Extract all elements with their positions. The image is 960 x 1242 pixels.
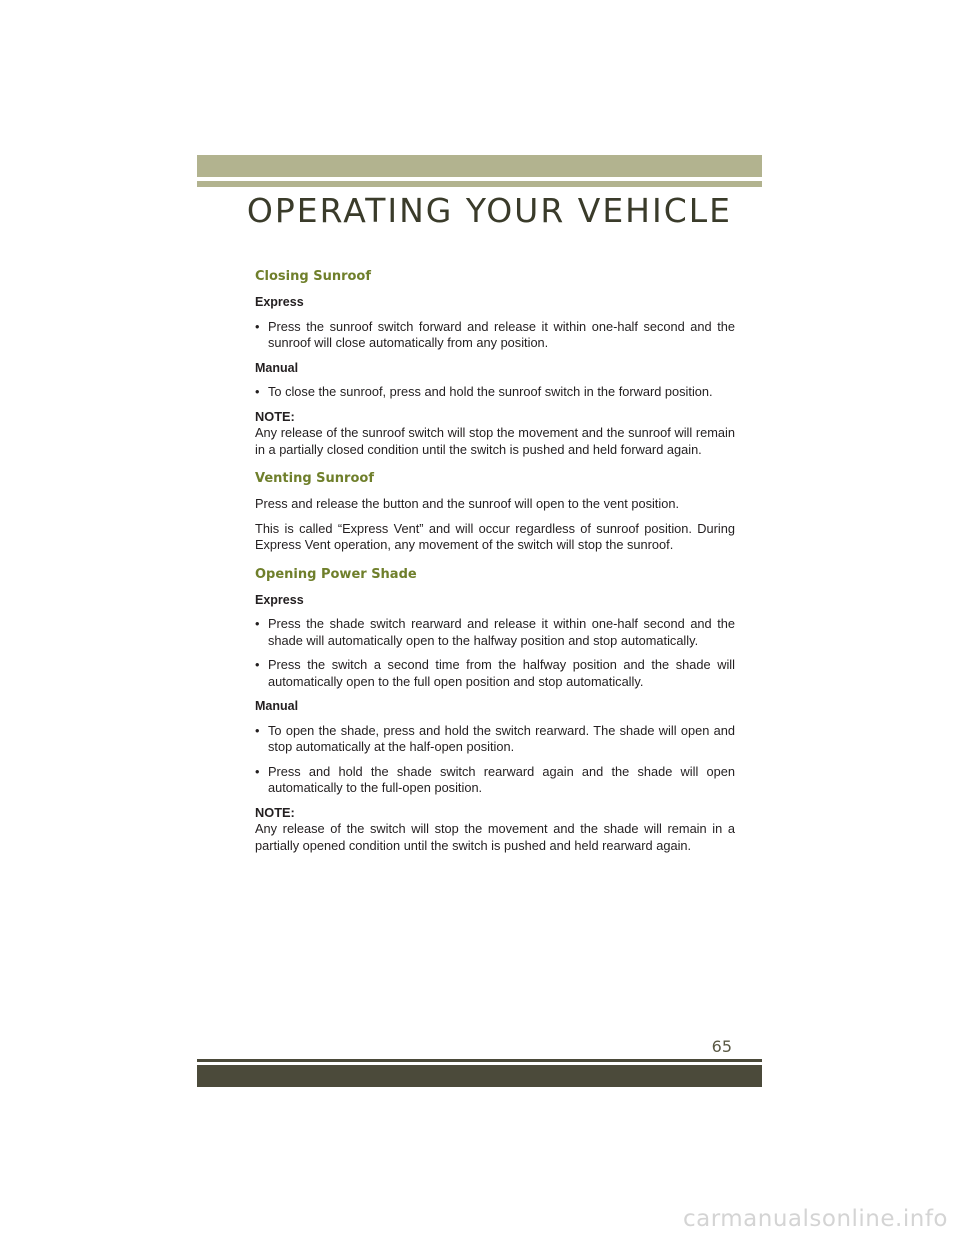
opening-power-shade-section [255, 566, 735, 855]
bullet-icon: • [255, 657, 260, 672]
page-number: 65 [711, 1037, 732, 1056]
list-item [255, 723, 735, 756]
list-item [255, 319, 735, 352]
list-item-text: To close the sunroof, press and hold the sunroof switch in the forward position. [268, 384, 713, 399]
opening-power-shade-heading: Opening Power Shade [255, 566, 417, 582]
list-item [255, 384, 735, 401]
closing-sunroof-section [255, 268, 735, 458]
closing-express-list [255, 319, 735, 352]
list-item-text: Press the shade switch rearward and release it within one-half second and the shade will automatically open to the halfway position and stop automatically. [268, 616, 735, 648]
closing-manual-list [255, 384, 735, 401]
list-item-text: Press and hold the shade switch rearward again and the shade will open automatically to the full-open position. [268, 763, 735, 795]
shade-manual-list [255, 723, 735, 797]
shade-note-text: Any release of the switch will stop the movement and the shade will remain in a partially opened condition until the switch is pushed and held rearward again. [255, 821, 735, 853]
closing-note-label: NOTE: [255, 408, 295, 424]
bullet-icon: • [255, 318, 260, 334]
closing-note-text: Any release of the sunroof switch will stop the movement and the sunroof will remain in a partially closed condition until the switch is pushed and held forward again. [255, 425, 735, 457]
closing-sunroof-heading: Closing Sunroof [255, 269, 372, 284]
bullet-icon: • [255, 722, 260, 738]
bullet-icon: • [255, 384, 260, 399]
footer-rule [197, 1059, 762, 1062]
bullet-icon: • [255, 616, 260, 631]
header-rule [197, 181, 762, 187]
list-item [255, 764, 735, 797]
venting-sunroof-heading: Venting Sunroof [255, 471, 374, 486]
list-item [255, 657, 735, 690]
list-item-text: To open the shade, press and hold the switch rearward. The shade will open and stop automatically at the half-open position. [268, 722, 735, 754]
section-title: OPERATING YOUR VEHICLE [246, 191, 732, 230]
list-item-text: Press the switch a second time from the halfway position and the shade will automatically open to the full open position and stop automatically. [268, 657, 735, 689]
closing-express-label: Express [255, 295, 304, 309]
list-item [255, 616, 735, 649]
shade-manual-label: Manual [255, 699, 299, 713]
shade-note-label: NOTE: [255, 804, 295, 820]
watermark: carmanualsonline.info [682, 1206, 948, 1232]
footer-band [197, 1065, 762, 1087]
closing-manual-label: Manual [255, 360, 299, 375]
shade-express-label: Express [255, 592, 304, 607]
venting-paragraph: Press and release the button and the sunroof will open to the vent position. [255, 496, 679, 511]
page-content [255, 268, 735, 862]
bullet-icon: • [255, 763, 260, 779]
shade-express-list [255, 616, 735, 690]
venting-paragraph: This is called “Express Vent” and will occur regardless of sunroof position. During Express Vent operation, any movement of the switch will stop the sunroof. [255, 520, 735, 552]
venting-sunroof-section [255, 470, 735, 554]
list-item-text: Press the sunroof switch forward and release it within one-half second and the sunroof will close automatically from any position. [268, 318, 735, 350]
header-band [197, 155, 762, 177]
